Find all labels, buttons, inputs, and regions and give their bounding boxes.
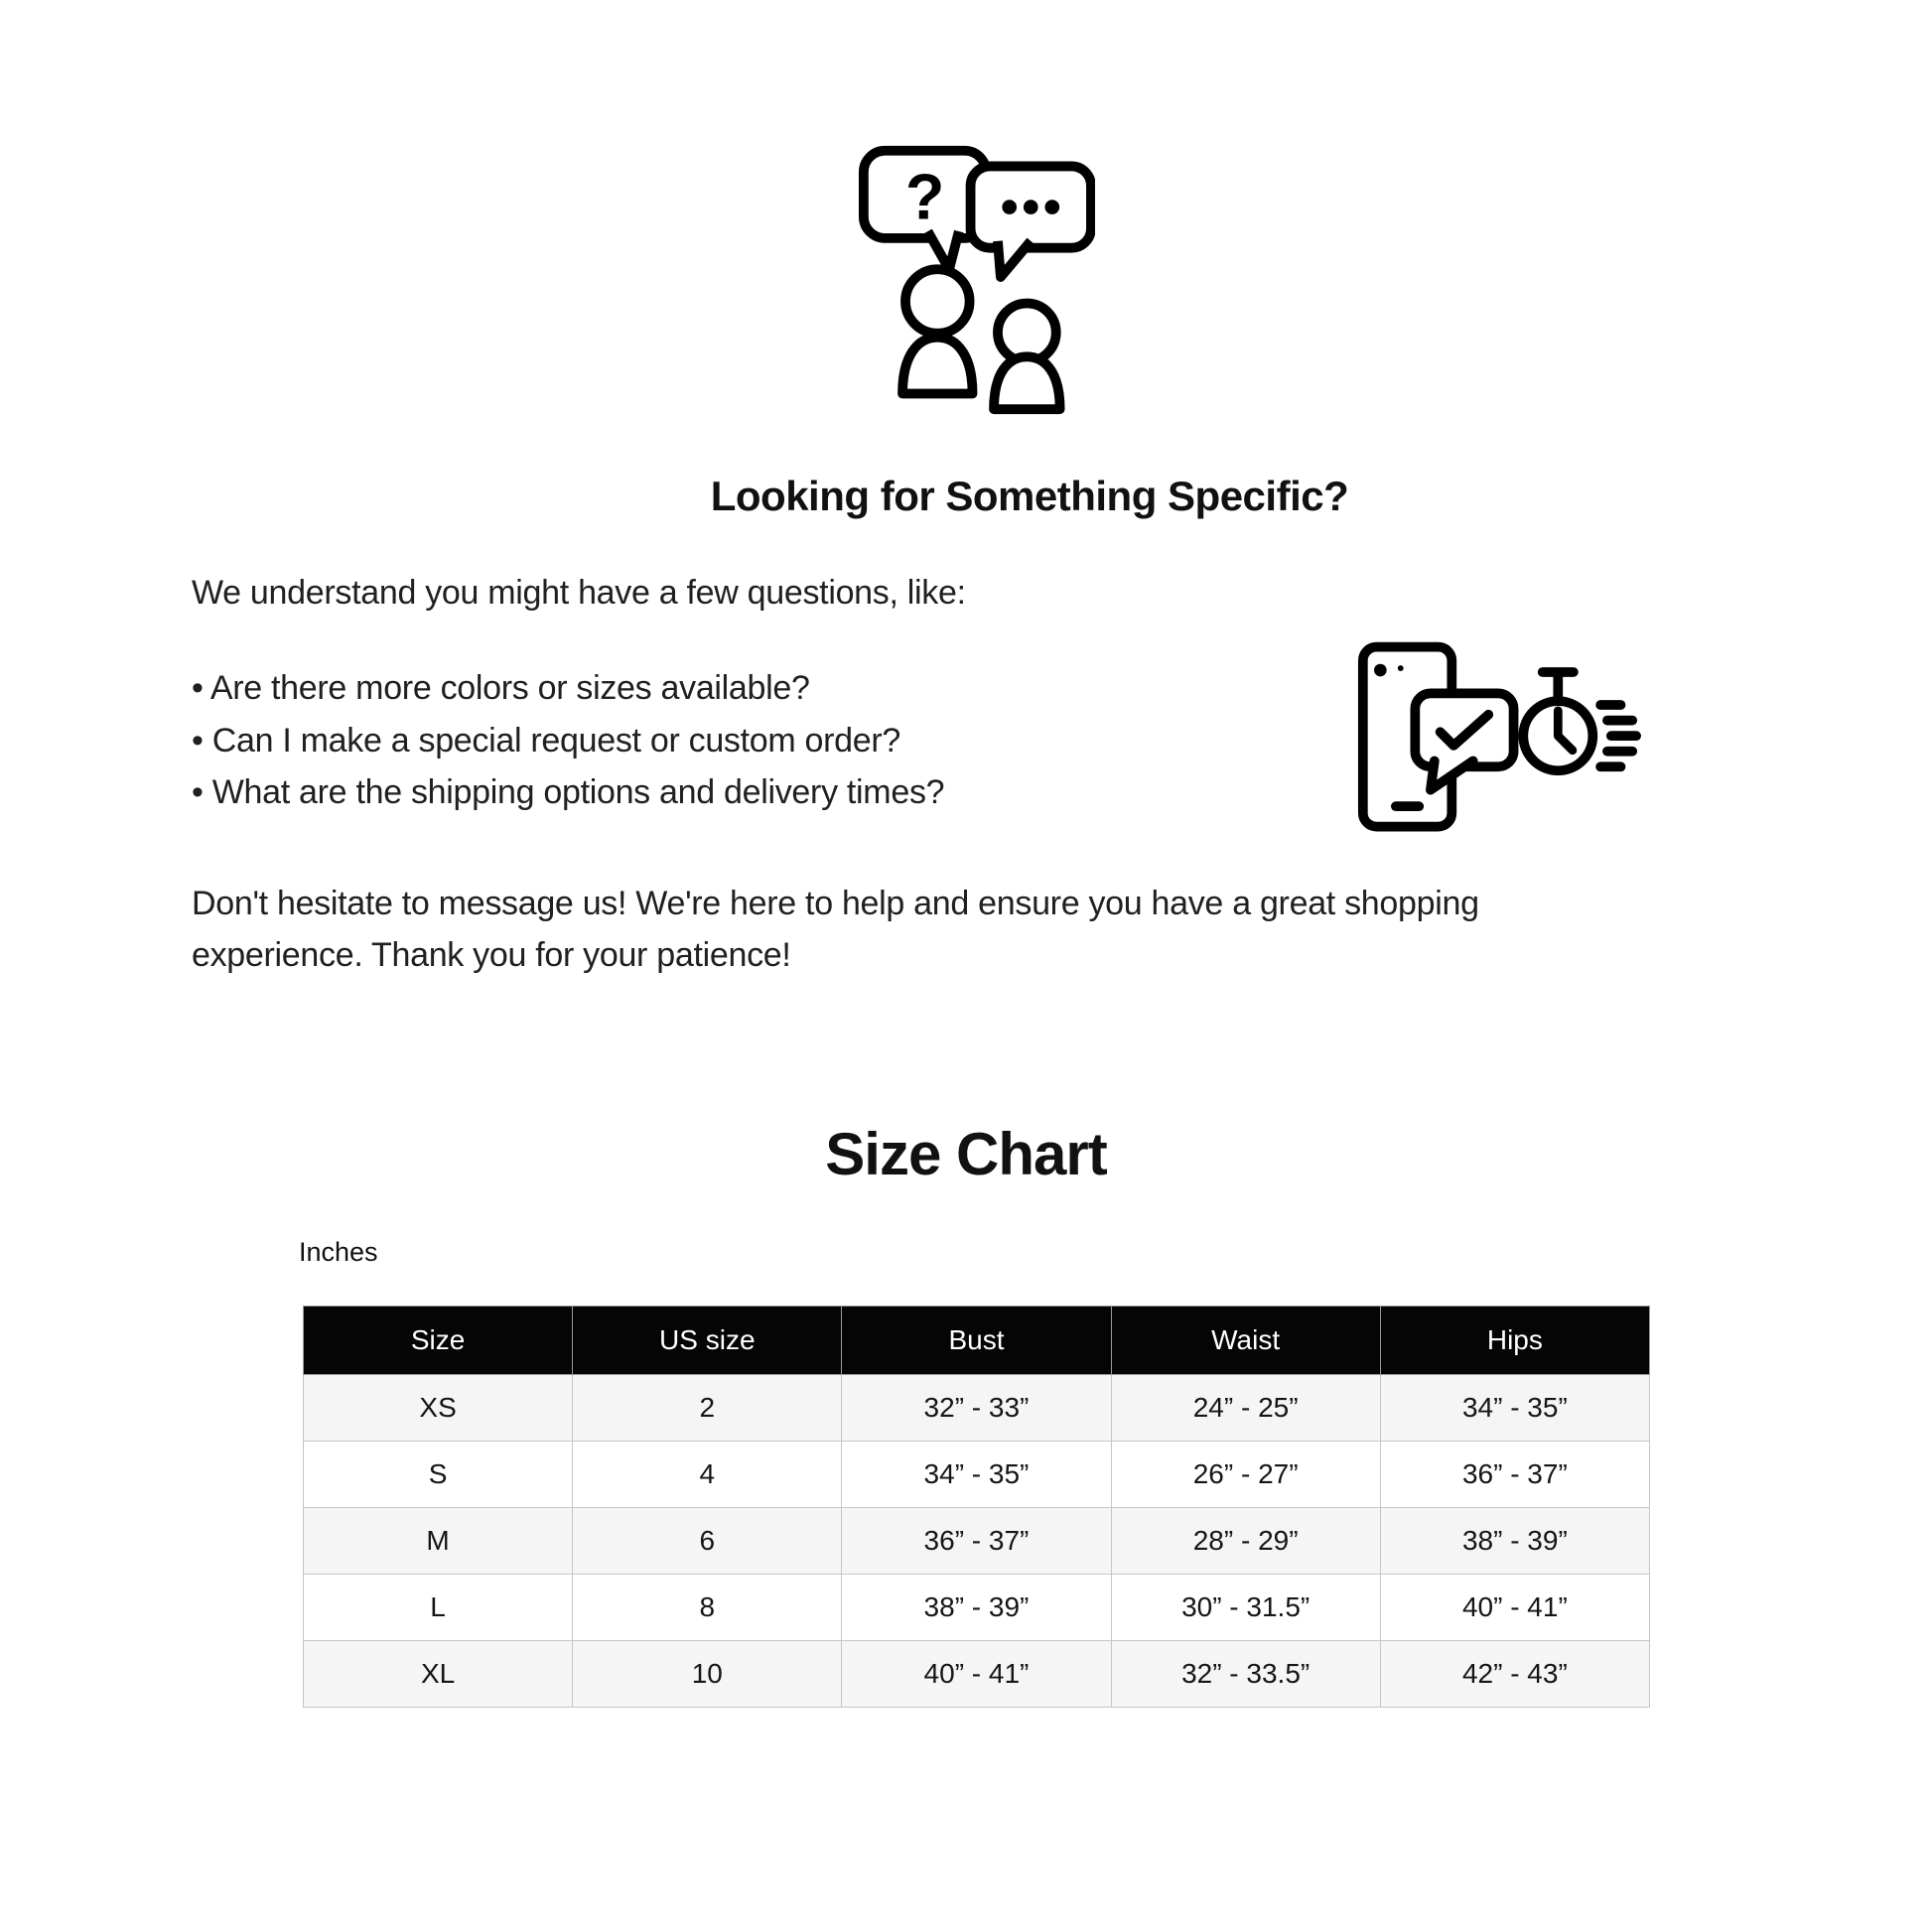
table-cell: 40” - 41” [1380,1575,1649,1641]
table-cell: XL [304,1641,573,1708]
question-item: • Can I make a special request or custom order? [192,721,901,759]
speed-lines [1600,705,1636,766]
closing-line: Don't hesitate to message us! We're here to help and ensure you have a great shopping [192,885,1479,922]
table-cell: 32” - 33.5” [1111,1641,1380,1708]
question-item: • What are the shipping options and delivery times? [192,773,945,811]
table-cell: 4 [573,1442,842,1508]
section-heading: Looking for Something Specific? [710,473,1349,519]
person-left-head [905,269,970,334]
table-cell: XS [304,1375,573,1442]
column-header: Waist [1111,1307,1380,1375]
table-cell: 2 [573,1375,842,1442]
column-header: Bust [842,1307,1111,1375]
size-chart-title: Size Chart [825,1121,1107,1187]
table-cell: 26” - 27” [1111,1442,1380,1508]
ellipsis-dots [1002,200,1059,214]
size-chart-body [304,1375,1650,1708]
column-header: Size [304,1307,573,1375]
phone-message-timer-icon [1353,635,1643,848]
person-left-body [902,338,972,394]
closing-line: experience. Thank you for your patience! [192,936,791,974]
table-cell: M [304,1508,573,1575]
question-mark-glyph: ? [904,161,945,233]
table-cell: 34” - 35” [1380,1375,1649,1442]
reply-bubble-tail [998,241,1031,277]
table-row [304,1641,1650,1708]
closing-text [192,878,1479,981]
column-header: US size [573,1307,842,1375]
question-item: • Are there more colors or sizes available? [192,669,810,707]
unit-label: Inches [299,1237,378,1267]
table-cell: 36” - 37” [842,1508,1111,1575]
table-header-row [304,1307,1650,1375]
column-header: Hips [1380,1307,1649,1375]
table-cell: S [304,1442,573,1508]
table-row [304,1508,1650,1575]
table-cell: 38” - 39” [1380,1508,1649,1575]
table-cell: 38” - 39” [842,1575,1111,1641]
table-cell: 34” - 35” [842,1442,1111,1508]
table-cell: 10 [573,1641,842,1708]
phone-speaker-dot [1398,665,1404,671]
table-cell: 40” - 41” [842,1641,1111,1708]
table-cell: 24” - 25” [1111,1375,1380,1442]
table-cell: 42” - 43” [1380,1641,1649,1708]
table-cell: L [304,1575,573,1641]
size-chart-header [304,1307,1650,1375]
table-cell: 28” - 29” [1111,1508,1380,1575]
phone-camera-dot [1374,664,1387,677]
table-row [304,1575,1650,1641]
table-cell: 30” - 31.5” [1111,1575,1380,1641]
table-cell: 8 [573,1575,842,1641]
size-chart-table [303,1306,1650,1708]
person-right-body [994,356,1060,409]
conversation-icon [852,141,1095,417]
table-row [304,1375,1650,1442]
table-cell: 6 [573,1508,842,1575]
question-list [192,662,944,819]
question-bubble-tail [927,231,958,269]
intro-text: We understand you might have a few questions, like: [192,574,966,612]
table-row [304,1442,1650,1508]
table-cell: 32” - 33” [842,1375,1111,1442]
table-cell: 36” - 37” [1380,1442,1649,1508]
